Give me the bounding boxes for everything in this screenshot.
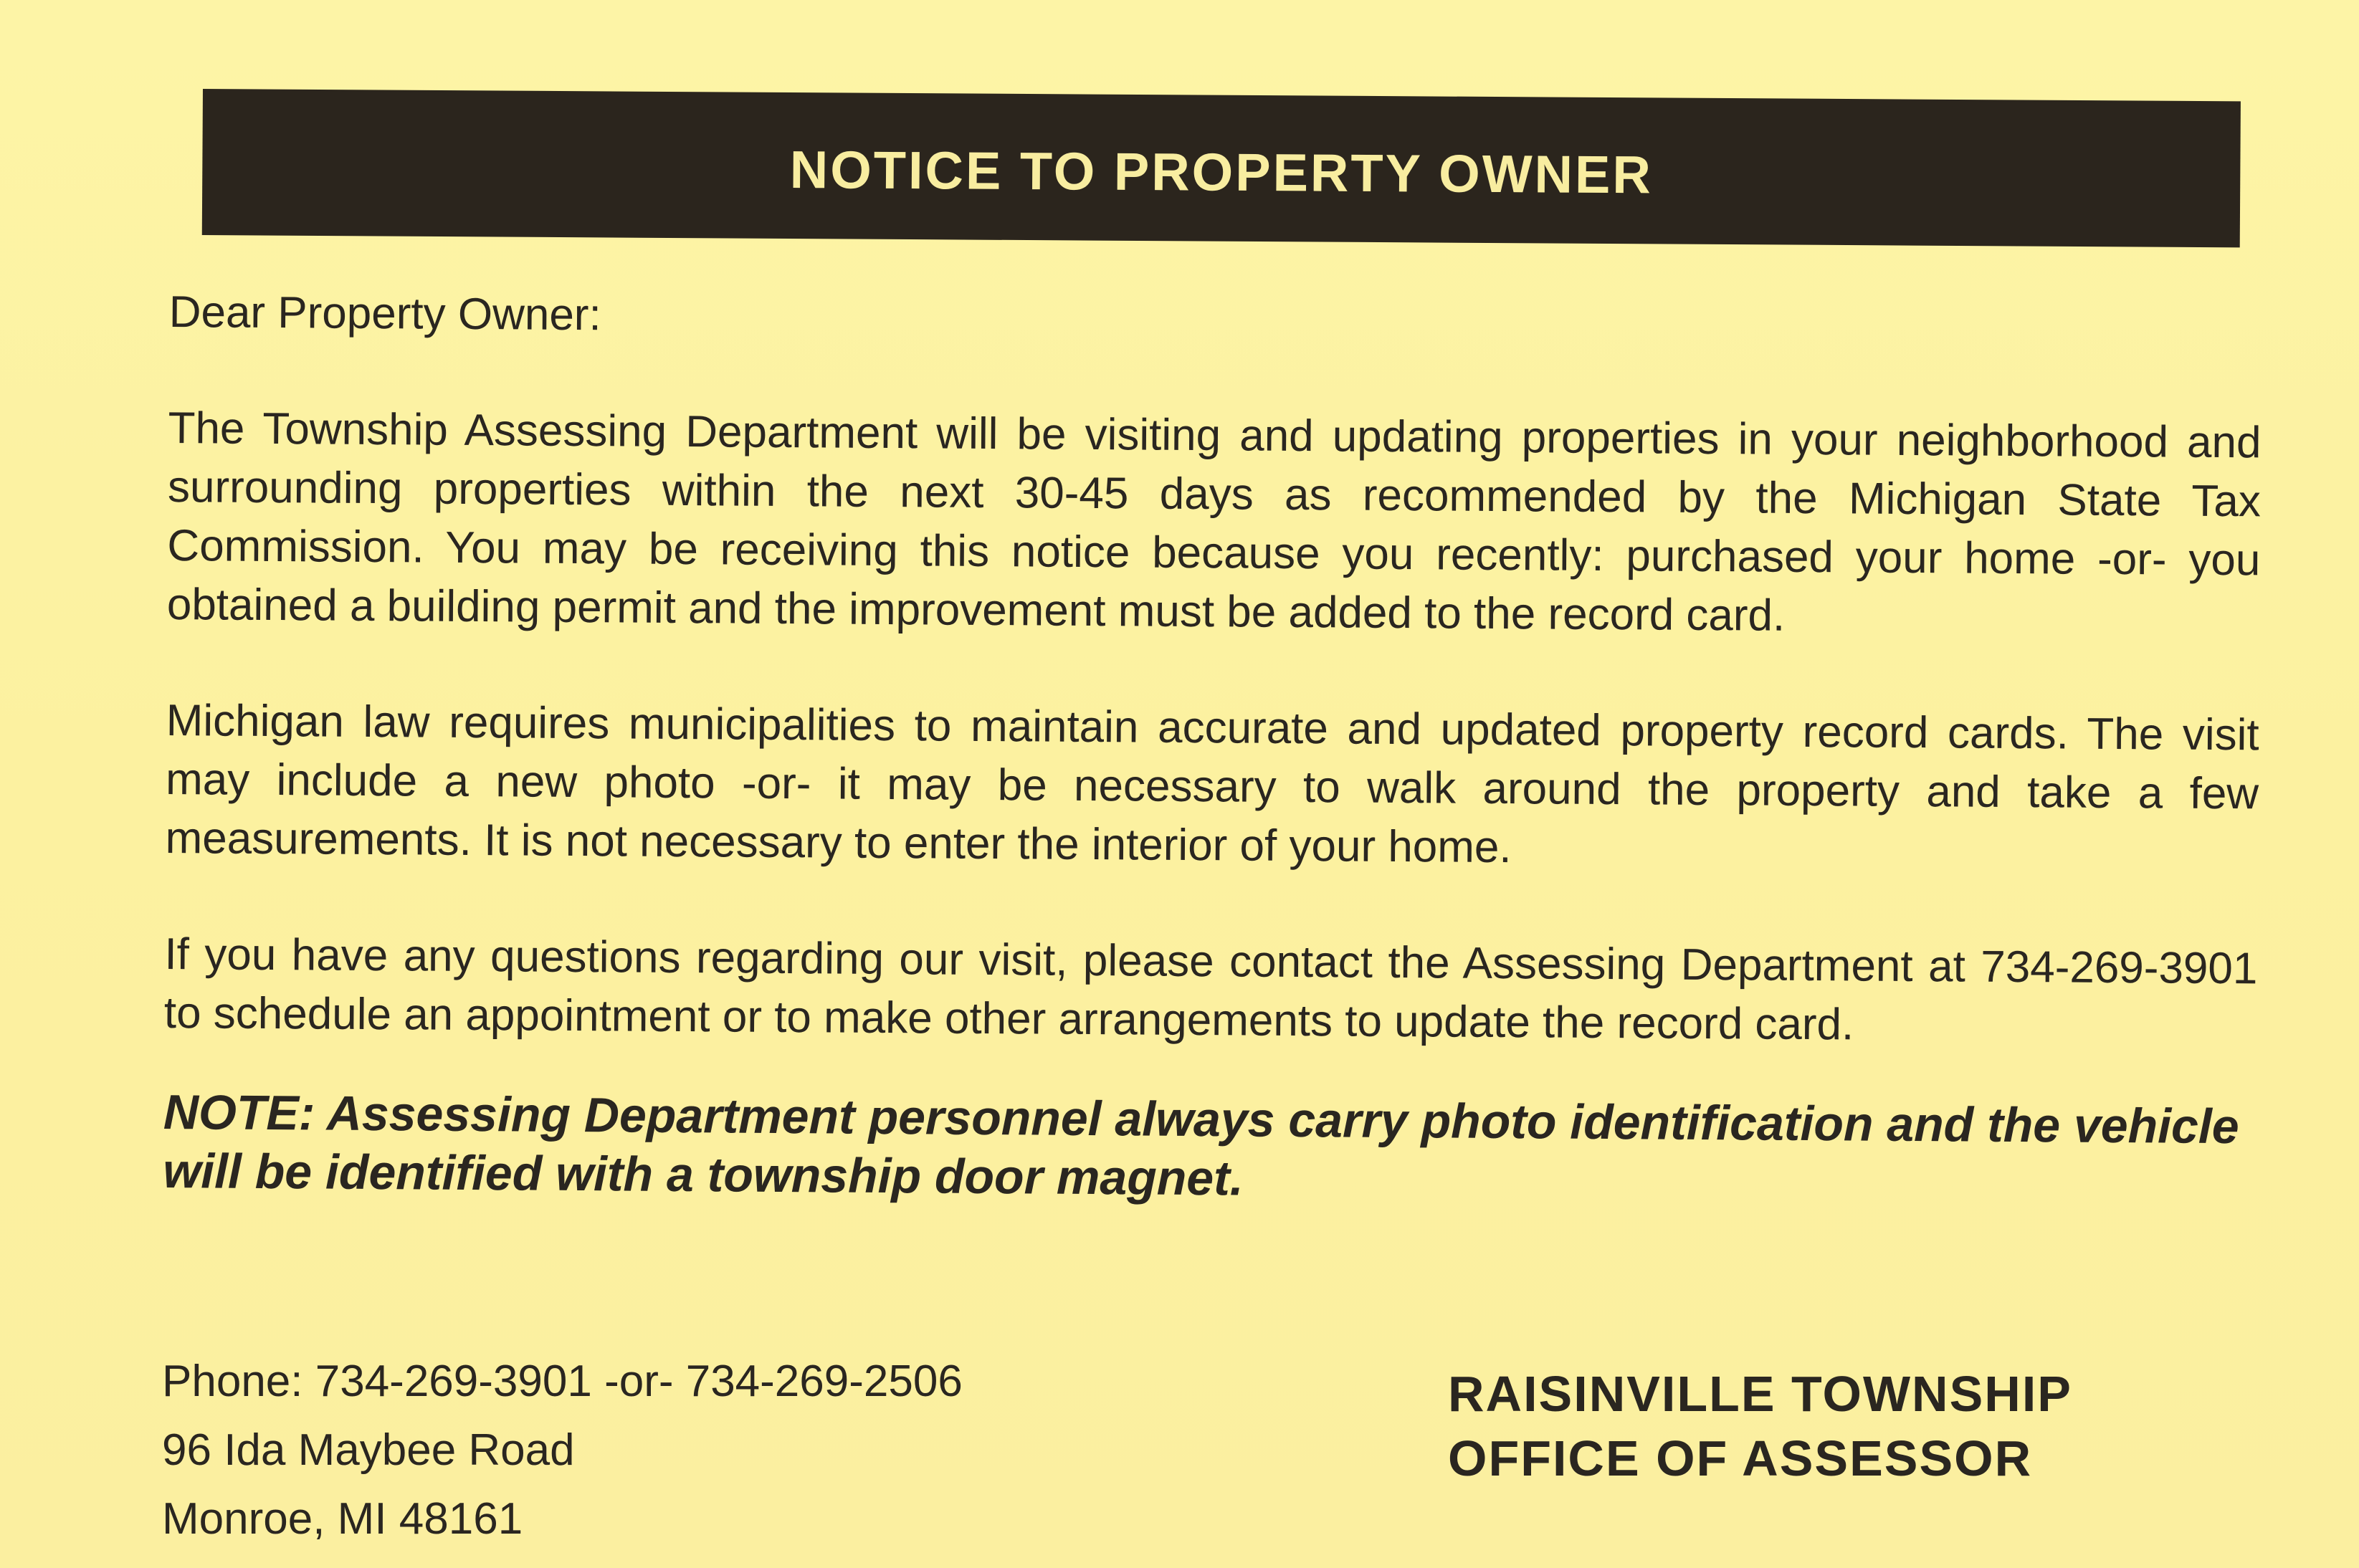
- office-block: [1448, 1362, 2072, 1491]
- office-name: RAISINVILLE TOWNSHIP: [1448, 1366, 2072, 1422]
- contact-block: [162, 1347, 963, 1554]
- letter-body: [163, 283, 2262, 1215]
- paragraph-law: Michigan law requires municipalities to maintain accurate and updated property record cards. The visit may include a new photo -or- it may be necessary to walk around the property and take a few measurements. It is not necessary to enter the interior of your home.: [165, 695, 2259, 873]
- note-text: NOTE: Assessing Department personnel always carry photo identification and the vehicle will be identified with a township door magnet.: [163, 1084, 2239, 1206]
- notice-title: NOTICE TO PROPERTY OWNER: [789, 139, 1654, 204]
- phone-line: Phone: 734-269-3901 -or- 734-269-2506: [162, 1357, 963, 1406]
- address-line-1: 96 Ida Maybee Road: [162, 1425, 575, 1475]
- paragraph-questions: If you have any questions regarding our visit, please contact the Assessing Department at 734-269-3901 to schedule an appointment or to make other arrangements to update the record card.: [163, 929, 2258, 1050]
- office-department: OFFICE OF ASSESSOR: [1448, 1430, 2033, 1486]
- paragraph-visit: The Township Assessing Department will be visiting and updating properties in your neighborhood and surrounding properties within the next 30-45 days as recommended by the Michigan State Tax Commission. You may be receiving this notice because you recently: purchased your home -or- you obtained a building permit and the improvement must be added to the record card.: [166, 403, 2262, 641]
- address-line-2: Monroe, MI 48161: [162, 1494, 523, 1544]
- salutation: Dear Property Owner:: [168, 287, 601, 340]
- header-bar: [202, 89, 2241, 247]
